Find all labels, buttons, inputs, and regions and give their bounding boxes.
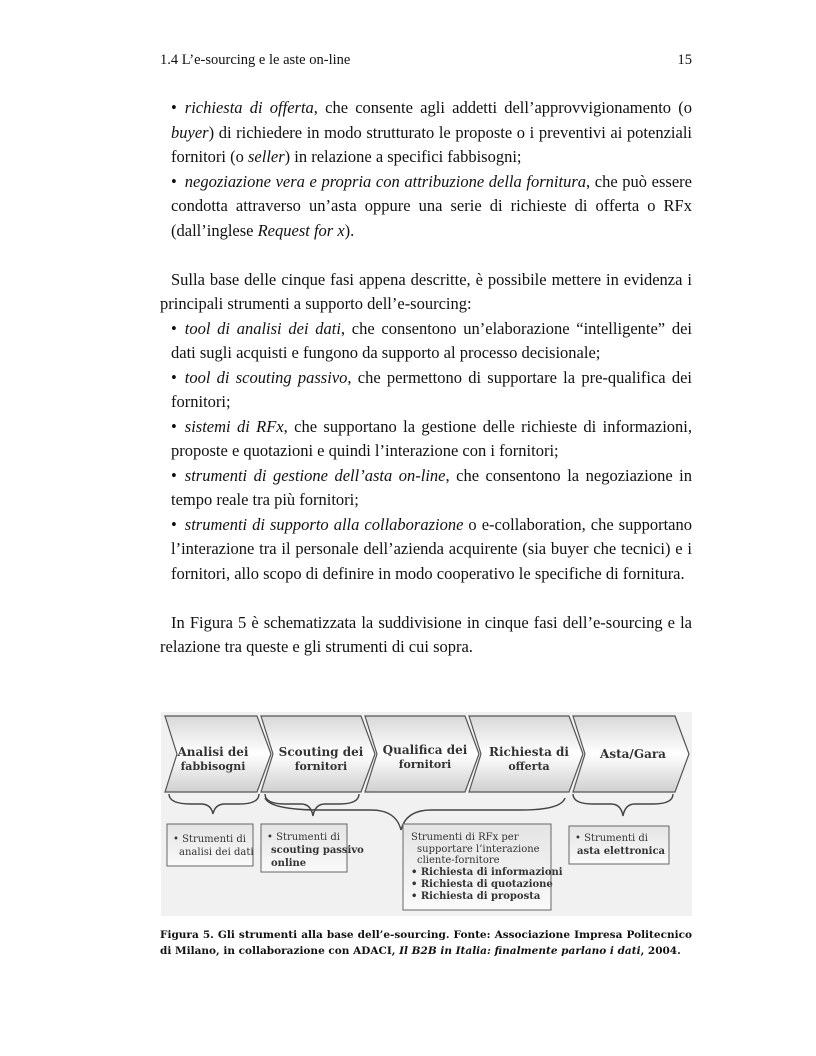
tool-text: online <box>271 858 307 869</box>
tool-text: • Strumenti di <box>267 832 341 843</box>
figure-5 <box>161 712 692 916</box>
list-item: • strumenti di supporto alla collaborazione o e-collaboration, che supportano l’interazione tra il personale dell’azienda acquirente (sia buyer che tecnici) e i fornitori, allo scopo di definire in modo cooperativo le specifiche di fornitura. <box>171 514 692 583</box>
list-item: • tool di analisi dei dati, che consentono un’elaborazione “intelligente” dei dati sugli acquisti e fungono da supporto al processo decisionale; <box>171 318 692 362</box>
running-header <box>160 52 692 72</box>
list-item: • negoziazione vera e propria con attribuzione della fornitura, che può essere condotta attraverso un’asta oppure una serie di richieste di offerta o RFx (dall’inglese Request for x). <box>171 171 692 240</box>
phase-label: offerta <box>508 760 550 773</box>
term: negoziazione vera e propria con attribuzione della fornitura <box>184 171 586 191</box>
list-item: • tool di scouting passivo, che permettono di supportare la pre-qualifica dei fornitori; <box>171 367 692 411</box>
paragraph: In Figura 5 è schematizzata la suddivisione in cinque fasi dell’e-sourcing e la relazione tra queste e gli strumenti di cui sopra. <box>160 612 692 656</box>
phase-label: fornitori <box>294 760 348 773</box>
paragraph: Sulla base delle cinque fasi appena descritte, è possibile mettere in evidenza i principali strumenti a supporto dell’e-sourcing: <box>160 269 692 313</box>
tool-text: analisi dei dati <box>179 847 254 858</box>
tool-text: • Strumenti di <box>575 833 649 844</box>
section-title: 1.4 L’e-sourcing e le aste on-line <box>160 52 351 68</box>
phase-label: Qualifica dei <box>382 743 468 757</box>
tool-text: scouting passivo <box>271 845 364 856</box>
tool-text: • Strumenti di <box>173 834 247 845</box>
phase-label: fornitori <box>398 758 452 771</box>
tool-text: • Richiesta di informazioni <box>411 867 563 878</box>
phase-label: Scouting dei <box>278 745 364 759</box>
tool-text: Strumenti di RFx per <box>411 832 519 843</box>
page-number: 15 <box>677 52 692 68</box>
phase-label: Asta/Gara <box>600 747 666 761</box>
tool-text: • Richiesta di quotazione <box>411 879 553 890</box>
tool-text: cliente-fornitore <box>417 855 500 866</box>
tool-box <box>167 824 253 866</box>
tool-text: supportare l’interazione <box>417 844 540 855</box>
term: richiesta di offerta <box>184 98 314 117</box>
list-item: • sistemi di RFx, che supportano la gestione delle richieste di informazioni, proposte e quotazioni e quindi l’interazione con i fornitori; <box>171 416 692 460</box>
tool-text: asta elettronica <box>577 846 666 857</box>
figure-caption: Figura 5. Gli strumenti alla base dell’e-sourcing. Fonte: Associazione Impresa Politecnico di Milano, in collaborazione con ADACI, Il B2B in Italia: finalmente parlano i dati, 2004. <box>160 929 692 957</box>
phase-label: Richiesta di <box>489 745 569 759</box>
body-text <box>160 96 692 660</box>
list-item: • richiesta di offerta, che consente agli addetti dell’approvvigionamento (o buyer) di richiedere in modo strutturato le proposte o i preventivi ai potenziali fornitori (o seller) in relazione a specifici fabbisogni; <box>171 98 692 166</box>
tool-text: • Richiesta di proposta <box>411 891 541 902</box>
tool-box <box>569 826 669 864</box>
list-item: • strumenti di gestione dell’asta on-line, che consentono la negoziazione in tempo reale tra più fornitori; <box>171 465 693 509</box>
phase-label: fabbisogni <box>180 760 246 773</box>
phase-label: Analisi dei <box>177 745 249 759</box>
